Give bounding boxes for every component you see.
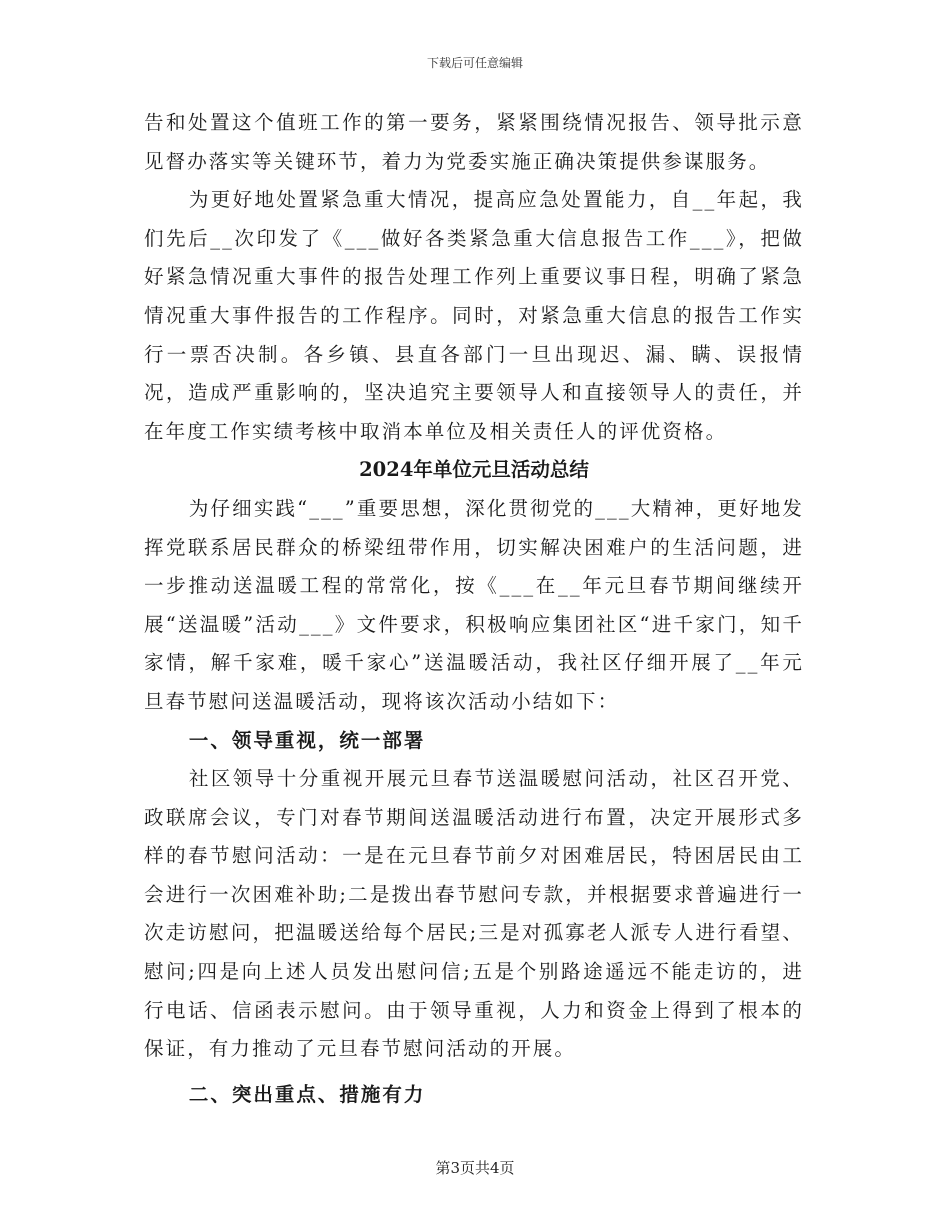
paragraph-section-1: 社区领导十分重视开展元旦春节送温暖慰问活动，社区召开党、政联席会议，专门对春节期间送温暖活动进行布置，决定开展形式多样的春节慰问活动：一是在元旦春节前夕对困难居民，特困居民由工会进行一次困难补助;二是拨出春节慰问专款，并根据要求普遍进行一次走访慰问，把温暖送给每个居民;三是对孤寡老人派专人进行看望、慰问;四是向上述人员发出慰问信;五是个别路途遥远不能走访的，进行电话、信函表示慰问。由于领导重视，人力和资金上得到了根本的保证，有力推动了元旦春节慰问活动的开展。	[144, 767, 804, 1061]
document-body	[144, 104, 804, 1114]
page-header: 下载后可任意编辑	[426, 56, 523, 70]
section-heading-1: 一、领导重视，统一部署	[188, 728, 426, 752]
paragraph-introduction: 为仔细实践“___”重要思想，深化贯彻党的___大精神，更好地发挥党联系居民群众的桥梁纽带作用，切实解决困难户的生活问题，进一步推动送温暖工程的常常化，按《___在__年元旦春节期间继续开展“送温暖”活动___》文件要求，积极响应集团社区“进千家门，知千家情，解千家难，暖千家心”送温暖活动，我社区仔细开展了__年元旦春节慰问送温暖活动，现将该次活动小结如下：	[144, 496, 804, 713]
page-footer: 第3页共4页	[435, 1159, 515, 1177]
document-title: 2024年单位元旦活动总结	[359, 458, 589, 482]
paragraph-continuation: 告和处置这个值班工作的第一要务，紧紧围绕情况报告、领导批示意见督办落实等关键环节，着力为党委实施正确决策提供参谋服务。	[144, 111, 804, 173]
paragraph-emergency-reporting: 为更好地处置紧急重大情况，提高应急处置能力，自__年起，我们先后__次印发了《___做好各类紧急重大信息报告工作___》，把做好紧急情况重大事件的报告处理工作列上重要议事日程，明确了紧急情况重大事件报告的工作程序。同时，对紧急重大信息的报告工作实行一票否决制。各乡镇、县直各部门一旦出现迟、漏、瞒、误报情况，造成严重影响的，坚决追究主要领导人和直接领导人的责任，并在年度工作实绩考核中取消本单位及相关责任人的评优资格。	[144, 188, 804, 443]
section-heading-2: 二、突出重点、措施有力	[188, 1082, 426, 1106]
